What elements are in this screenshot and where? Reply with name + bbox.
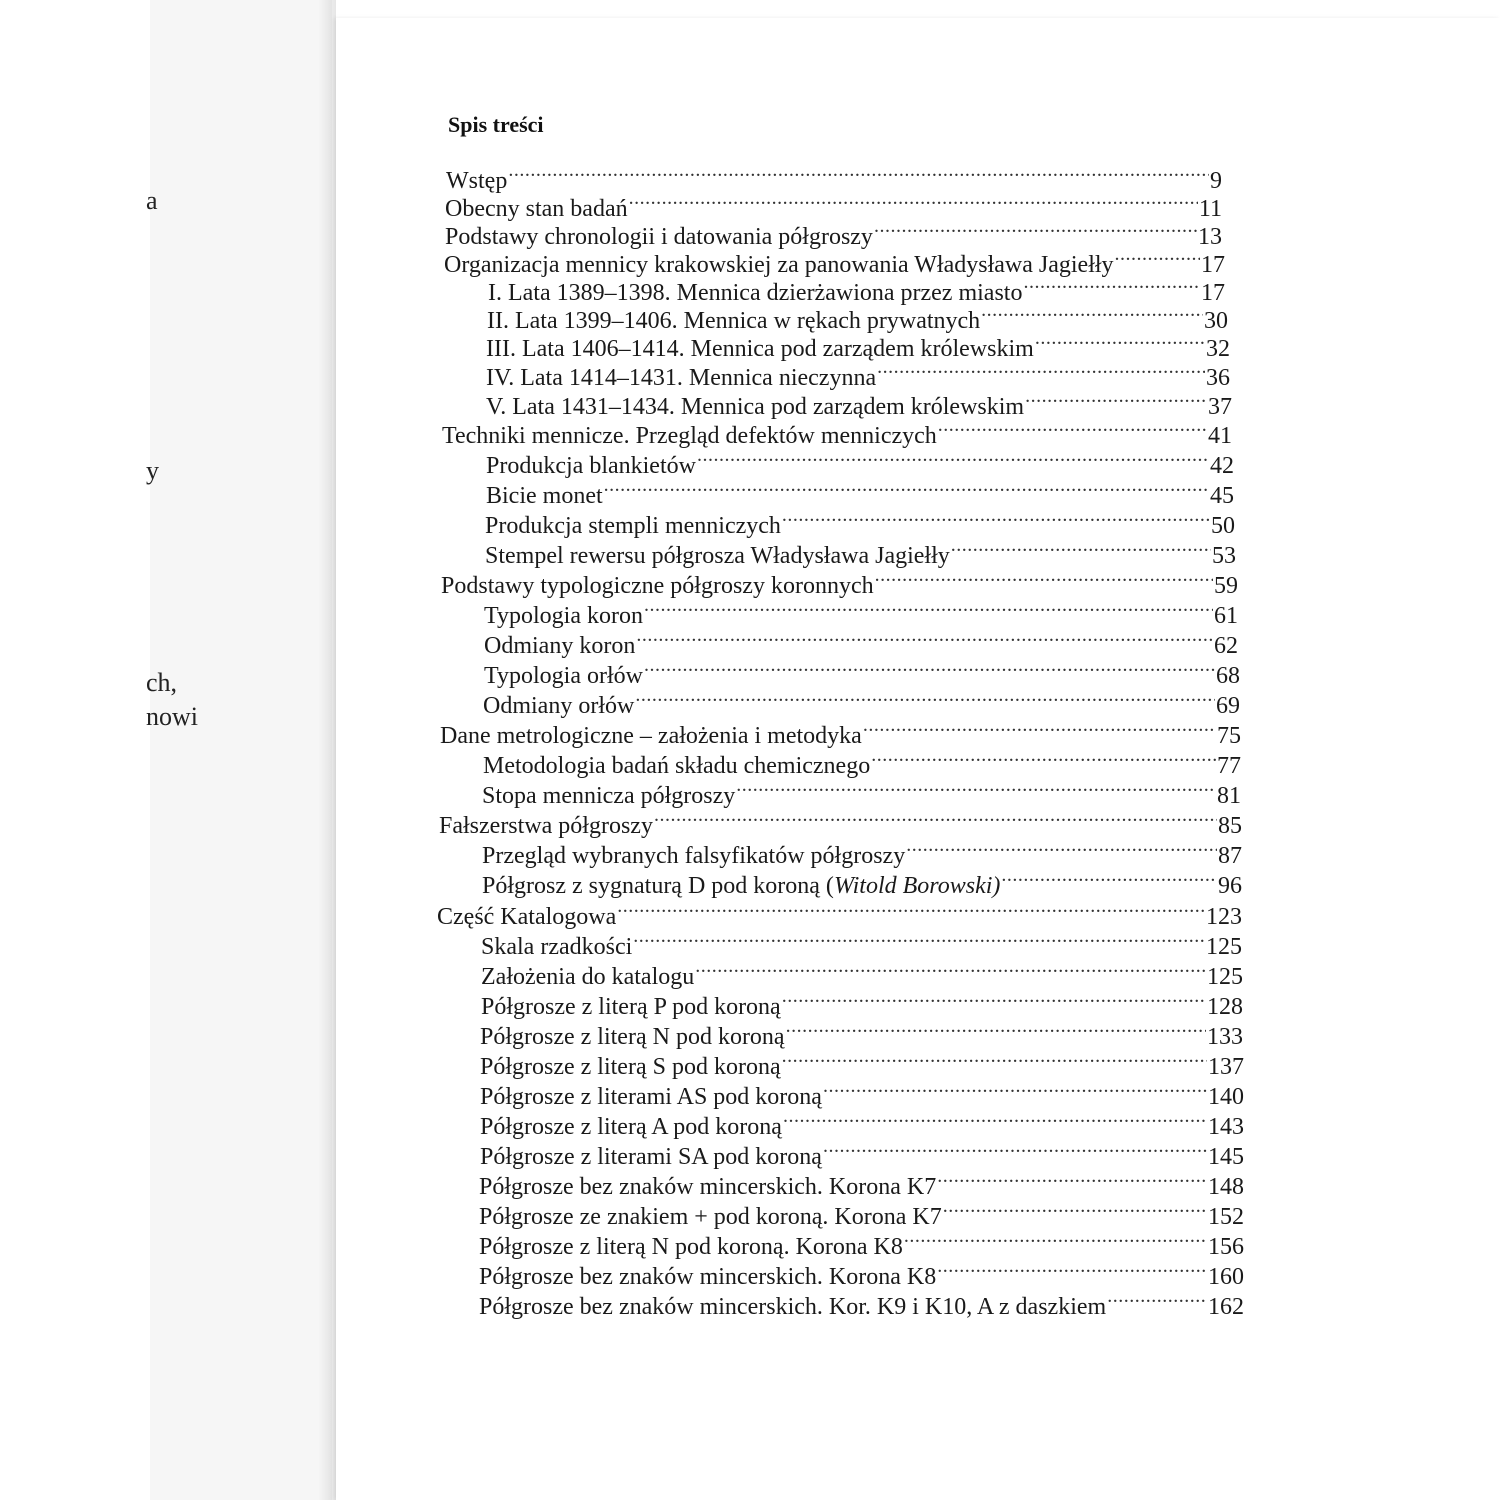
toc-entry-label bbox=[480, 1052, 781, 1082]
toc-entry-page: 61 bbox=[1214, 603, 1238, 629]
toc-leader-dots bbox=[863, 726, 1216, 736]
toc-entry bbox=[480, 1082, 1244, 1112]
toc-entry-label bbox=[486, 363, 876, 393]
left-page-fragment: ch, bbox=[146, 668, 178, 697]
toc-entry bbox=[486, 451, 1234, 481]
toc-entry-page: 160 bbox=[1208, 1264, 1244, 1290]
toc-leader-dots bbox=[823, 1087, 1207, 1097]
toc-entry bbox=[486, 363, 1230, 393]
toc-entry-label-text: Półgrosze z literą S pod koroną bbox=[480, 1054, 781, 1080]
toc-entry bbox=[484, 661, 1240, 691]
toc-leader-dots bbox=[904, 1237, 1207, 1247]
toc-entry-page: 59 bbox=[1214, 573, 1238, 599]
toc-entry-page: 125 bbox=[1206, 934, 1242, 960]
toc-leader-dots bbox=[736, 786, 1216, 796]
toc-leader-dots bbox=[695, 967, 1206, 977]
toc-entry-page: 75 bbox=[1217, 723, 1241, 749]
toc-leader-dots bbox=[951, 546, 1211, 556]
toc-entry-label bbox=[480, 1112, 782, 1142]
toc-leader-dots bbox=[782, 1057, 1207, 1067]
toc-entry bbox=[479, 1232, 1244, 1262]
toc-entry-label bbox=[439, 811, 653, 841]
toc-entry-label-text: Fałszerstwa półgroszy bbox=[439, 813, 653, 839]
toc-entry bbox=[480, 1052, 1244, 1082]
toc-entry bbox=[488, 278, 1225, 308]
toc-leader-dots bbox=[654, 816, 1217, 826]
toc-entry-label bbox=[483, 691, 634, 721]
toc-entry-page: 36 bbox=[1206, 365, 1230, 391]
toc-entry-label-text: Półgrosze z literami AS pod koroną bbox=[480, 1084, 822, 1110]
toc-entry bbox=[479, 1202, 1244, 1232]
toc-leader-dots bbox=[906, 846, 1217, 856]
toc-entry-label-text: Założenia do katalogu bbox=[481, 964, 695, 990]
toc-entry-label-text: I. Lata 1389–1398. Mennica dzierżawiona przez miasto bbox=[488, 280, 1023, 306]
toc-entry-page: 45 bbox=[1210, 483, 1234, 509]
toc-entry-label bbox=[479, 1232, 903, 1262]
toc-leader-dots bbox=[937, 1177, 1207, 1187]
toc-entry-label bbox=[446, 166, 507, 196]
toc-leader-dots bbox=[877, 368, 1205, 378]
toc-entry-page: 162 bbox=[1208, 1294, 1244, 1320]
toc-entry-label bbox=[479, 1262, 936, 1292]
toc-entry bbox=[481, 932, 1242, 962]
toc-entry-page: 37 bbox=[1208, 394, 1232, 420]
toc-leader-dots bbox=[782, 997, 1206, 1007]
toc-entry-label bbox=[481, 962, 694, 992]
toc-leader-dots bbox=[786, 1027, 1206, 1037]
toc-entry-label bbox=[487, 306, 980, 336]
toc-entry-label bbox=[486, 481, 603, 511]
toc-entry-author: Witold Borowski) bbox=[833, 873, 1001, 899]
toc-entry-label bbox=[485, 511, 781, 541]
toc-entry-page: 152 bbox=[1208, 1204, 1244, 1230]
toc-entry-page: 9 bbox=[1210, 168, 1222, 194]
toc-entry-page: 123 bbox=[1206, 904, 1242, 930]
toc-entry-page: 85 bbox=[1218, 813, 1242, 839]
toc-leader-dots bbox=[644, 606, 1213, 616]
book-gutter bbox=[318, 0, 336, 1500]
toc-entry-page: 128 bbox=[1207, 994, 1243, 1020]
toc-entry bbox=[485, 511, 1235, 541]
toc-leader-dots bbox=[644, 666, 1215, 676]
toc-entry-label-text: Półgrosze bez znaków mincerskich. Kor. K9 i K10, A z daszkiem bbox=[479, 1294, 1107, 1320]
toc-entry-page: 87 bbox=[1218, 843, 1242, 869]
left-page-fragment: nowi bbox=[146, 702, 198, 731]
toc-entry-label bbox=[481, 992, 781, 1022]
toc-entry-label bbox=[485, 541, 950, 571]
toc-entry-page: 30 bbox=[1204, 308, 1228, 334]
toc-entry-label-text: II. Lata 1399–1406. Mennica w rękach prywatnych bbox=[487, 308, 981, 334]
toc-entry-label-text: Półgrosze z literą P pod koroną bbox=[481, 994, 781, 1020]
toc-entry-label bbox=[481, 932, 632, 962]
toc-leader-dots bbox=[943, 1207, 1207, 1217]
left-page-fragment: y bbox=[146, 456, 159, 485]
toc-entry-label bbox=[488, 278, 1022, 308]
toc-entry-label-text: Stempel rewersu półgrosza Władysława Jagiełły bbox=[485, 543, 950, 569]
toc-entry bbox=[483, 751, 1241, 781]
toc-entry bbox=[482, 781, 1241, 811]
toc-entry bbox=[482, 841, 1242, 871]
toc-entry bbox=[445, 194, 1222, 224]
toc-entry-label bbox=[483, 751, 870, 781]
toc-entry-page: 77 bbox=[1217, 753, 1241, 779]
toc-entry-label-text: Półgrosze z literą N pod koroną. Korona K8 bbox=[479, 1234, 903, 1260]
toc-leader-dots bbox=[1035, 339, 1205, 349]
toc-entry-label bbox=[445, 222, 873, 252]
toc-leader-dots bbox=[508, 171, 1209, 181]
toc-entry-page: 62 bbox=[1214, 633, 1238, 659]
toc-leader-dots bbox=[635, 696, 1215, 706]
toc-entry bbox=[483, 691, 1240, 721]
toc-entry-page: 50 bbox=[1211, 513, 1235, 539]
toc-entry-page: 32 bbox=[1206, 336, 1230, 362]
toc-leader-dots bbox=[1001, 876, 1217, 886]
toc-entry bbox=[446, 166, 1222, 196]
toc-entry-label-text: Typologia koron bbox=[484, 603, 643, 629]
toc-leader-dots bbox=[1107, 1297, 1207, 1307]
toc-leader-dots bbox=[633, 937, 1205, 947]
toc-entry bbox=[444, 250, 1225, 280]
toc-entry-label-text: Półgrosze z literą N pod koroną bbox=[480, 1024, 785, 1050]
toc-entry bbox=[479, 1172, 1244, 1202]
toc-entry-label bbox=[444, 250, 1114, 280]
toc-entry-label-text: Część Katalogowa bbox=[437, 904, 617, 930]
toc-entry-label-text: Skala rzadkości bbox=[481, 934, 633, 960]
toc-entry bbox=[441, 571, 1238, 601]
toc-leader-dots bbox=[981, 311, 1203, 321]
toc-entry bbox=[486, 392, 1232, 422]
toc-entry-label bbox=[445, 194, 628, 224]
toc-entry-label-text: Obecny stan badań bbox=[445, 196, 628, 222]
toc-entry-label bbox=[484, 601, 643, 631]
toc-entry-label bbox=[480, 1022, 785, 1052]
toc-entry bbox=[445, 222, 1222, 252]
toc-leader-dots bbox=[875, 576, 1213, 586]
toc-entry-page: 41 bbox=[1208, 423, 1232, 449]
toc-entry-page: 17 bbox=[1201, 280, 1225, 306]
toc-leader-dots bbox=[783, 1117, 1207, 1127]
toc-leader-dots bbox=[938, 426, 1207, 436]
toc-entry-page: 81 bbox=[1217, 783, 1241, 809]
toc-leader-dots bbox=[823, 1147, 1207, 1157]
toc-entry-label bbox=[480, 1082, 822, 1112]
toc-entry-label bbox=[437, 902, 616, 932]
toc-leader-dots bbox=[782, 516, 1210, 526]
toc-entry-page: 13 bbox=[1198, 224, 1222, 250]
toc-entry bbox=[486, 334, 1230, 364]
toc-entry bbox=[439, 811, 1242, 841]
toc-leader-dots bbox=[1115, 255, 1200, 265]
toc-entry bbox=[437, 902, 1242, 932]
toc-entry-label-text: V. Lata 1431–1434. Mennica pod zarządem królewskim bbox=[486, 394, 1025, 420]
toc-entry-label-text: Metodologia badań składu chemicznego bbox=[483, 753, 871, 779]
toc-entry bbox=[481, 962, 1243, 992]
toc-leader-dots bbox=[871, 756, 1216, 766]
toc-entry bbox=[485, 541, 1236, 571]
toc-entry bbox=[480, 1022, 1243, 1052]
toc-entry-label bbox=[479, 1202, 942, 1232]
toc-entry-label-text: Podstawy chronologii i datowania półgroszy bbox=[445, 224, 873, 250]
toc-entry-page: 69 bbox=[1216, 693, 1240, 719]
toc-entry bbox=[481, 992, 1243, 1022]
toc-entry-label-text: Półgrosze bez znaków mincerskich. Korona K8 bbox=[479, 1264, 937, 1290]
toc-entry-label-text: Bicie monet bbox=[486, 483, 603, 509]
toc-entry-label bbox=[482, 871, 1000, 901]
toc-entry bbox=[480, 1112, 1244, 1142]
toc-leader-dots bbox=[1023, 283, 1200, 293]
toc-entry-label bbox=[486, 451, 696, 481]
toc-entry-label-text: III. Lata 1406–1414. Mennica pod zarządem królewskim bbox=[486, 336, 1034, 362]
toc-entry-label-text: Produkcja stempli menniczych bbox=[485, 513, 781, 539]
toc-entry-page: 42 bbox=[1210, 453, 1234, 479]
toc-leader-dots bbox=[874, 227, 1197, 237]
toc-entry-label-text: Półgrosze z literami SA pod koroną bbox=[480, 1144, 822, 1170]
toc-entry-label bbox=[482, 841, 905, 871]
toc-leader-dots bbox=[629, 199, 1198, 209]
toc-entry-page: 125 bbox=[1207, 964, 1243, 990]
toc-entry bbox=[479, 1262, 1244, 1292]
toc-entry-label bbox=[480, 1142, 822, 1172]
toc-entry-page: 53 bbox=[1212, 543, 1236, 569]
toc-entry-label-text: Techniki mennicze. Przegląd defektów menniczych bbox=[442, 423, 937, 449]
toc-entry-page: 96 bbox=[1218, 873, 1242, 899]
toc-entry-page: 11 bbox=[1198, 196, 1222, 222]
toc-entry bbox=[480, 1142, 1244, 1172]
toc-entry-label bbox=[484, 661, 643, 691]
toc-entry-label-text: IV. Lata 1414–1431. Mennica nieczynna bbox=[486, 365, 877, 391]
toc-entry bbox=[440, 721, 1241, 751]
toc-entry-label-text: Półgrosze z literą A pod koroną bbox=[480, 1114, 782, 1140]
toc-entry-label bbox=[484, 631, 635, 661]
toc-entry bbox=[484, 601, 1238, 631]
left-page-fragment: a bbox=[146, 186, 158, 215]
toc-entry-label-text: Wstęp bbox=[446, 168, 508, 194]
toc-entry-page: 133 bbox=[1207, 1024, 1243, 1050]
toc-title: Spis treści bbox=[448, 112, 544, 137]
toc-entry-label bbox=[442, 421, 937, 451]
toc-entry-label-text: Podstawy typologiczne półgroszy koronnych bbox=[441, 573, 874, 599]
toc-entry-page: 143 bbox=[1208, 1114, 1244, 1140]
toc-leader-dots bbox=[937, 1267, 1207, 1277]
toc-entry-label-text: Przegląd wybranych falsyfikatów półgroszy bbox=[482, 843, 906, 869]
toc-entry-label bbox=[482, 781, 735, 811]
toc-leader-dots bbox=[697, 456, 1209, 466]
toc-entry-label-text: Półgrosze bez znaków mincerskich. Korona K7 bbox=[479, 1174, 937, 1200]
toc-entry-label bbox=[479, 1292, 1106, 1322]
toc-entry bbox=[484, 631, 1238, 661]
toc-entry-label bbox=[486, 392, 1024, 422]
toc-entry-label-text: Odmiany orłów bbox=[483, 693, 635, 719]
toc-entry bbox=[487, 306, 1228, 336]
toc-leader-dots bbox=[1025, 397, 1207, 407]
toc-leader-dots bbox=[617, 907, 1205, 917]
toc-entry-page: 156 bbox=[1208, 1234, 1244, 1260]
toc-entry-page: 68 bbox=[1216, 663, 1240, 689]
toc-entry bbox=[442, 421, 1232, 451]
toc-entry-label-text: Odmiany koron bbox=[484, 633, 636, 659]
toc-entry-label-text: Stopa mennicza półgroszy bbox=[482, 783, 736, 809]
toc-entry-label-text: Dane metrologiczne – założenia i metodyka bbox=[440, 723, 862, 749]
toc-entry bbox=[486, 481, 1234, 511]
toc-entry-label-text: Typologia orłów bbox=[484, 663, 643, 689]
toc-entry-page: 140 bbox=[1208, 1084, 1244, 1110]
toc-entry-page: 137 bbox=[1208, 1054, 1244, 1080]
toc-entry-page: 17 bbox=[1201, 252, 1225, 278]
toc-entry-label bbox=[479, 1172, 936, 1202]
toc-leader-dots bbox=[636, 636, 1213, 646]
toc-entry-page: 145 bbox=[1208, 1144, 1244, 1170]
toc-entry-label bbox=[486, 334, 1034, 364]
toc-entry-label bbox=[440, 721, 862, 751]
toc-entry-label-text: Półgrosze ze znakiem + pod koroną. Korona K7 bbox=[479, 1204, 942, 1230]
toc-entry-label-text: Półgrosz z sygnaturą D pod koroną ( bbox=[482, 873, 834, 899]
toc-entry-label-text: Organizacja mennicy krakowskiej za panowania Władysława Jagiełły bbox=[444, 252, 1114, 278]
toc-entry bbox=[482, 871, 1242, 901]
toc-leader-dots bbox=[604, 486, 1209, 496]
left-page bbox=[150, 0, 332, 1500]
toc-entry-label-text: Produkcja blankietów bbox=[486, 453, 696, 479]
toc-entry bbox=[479, 1292, 1244, 1322]
toc-entry-page: 148 bbox=[1208, 1174, 1244, 1200]
toc-entry-label bbox=[441, 571, 874, 601]
